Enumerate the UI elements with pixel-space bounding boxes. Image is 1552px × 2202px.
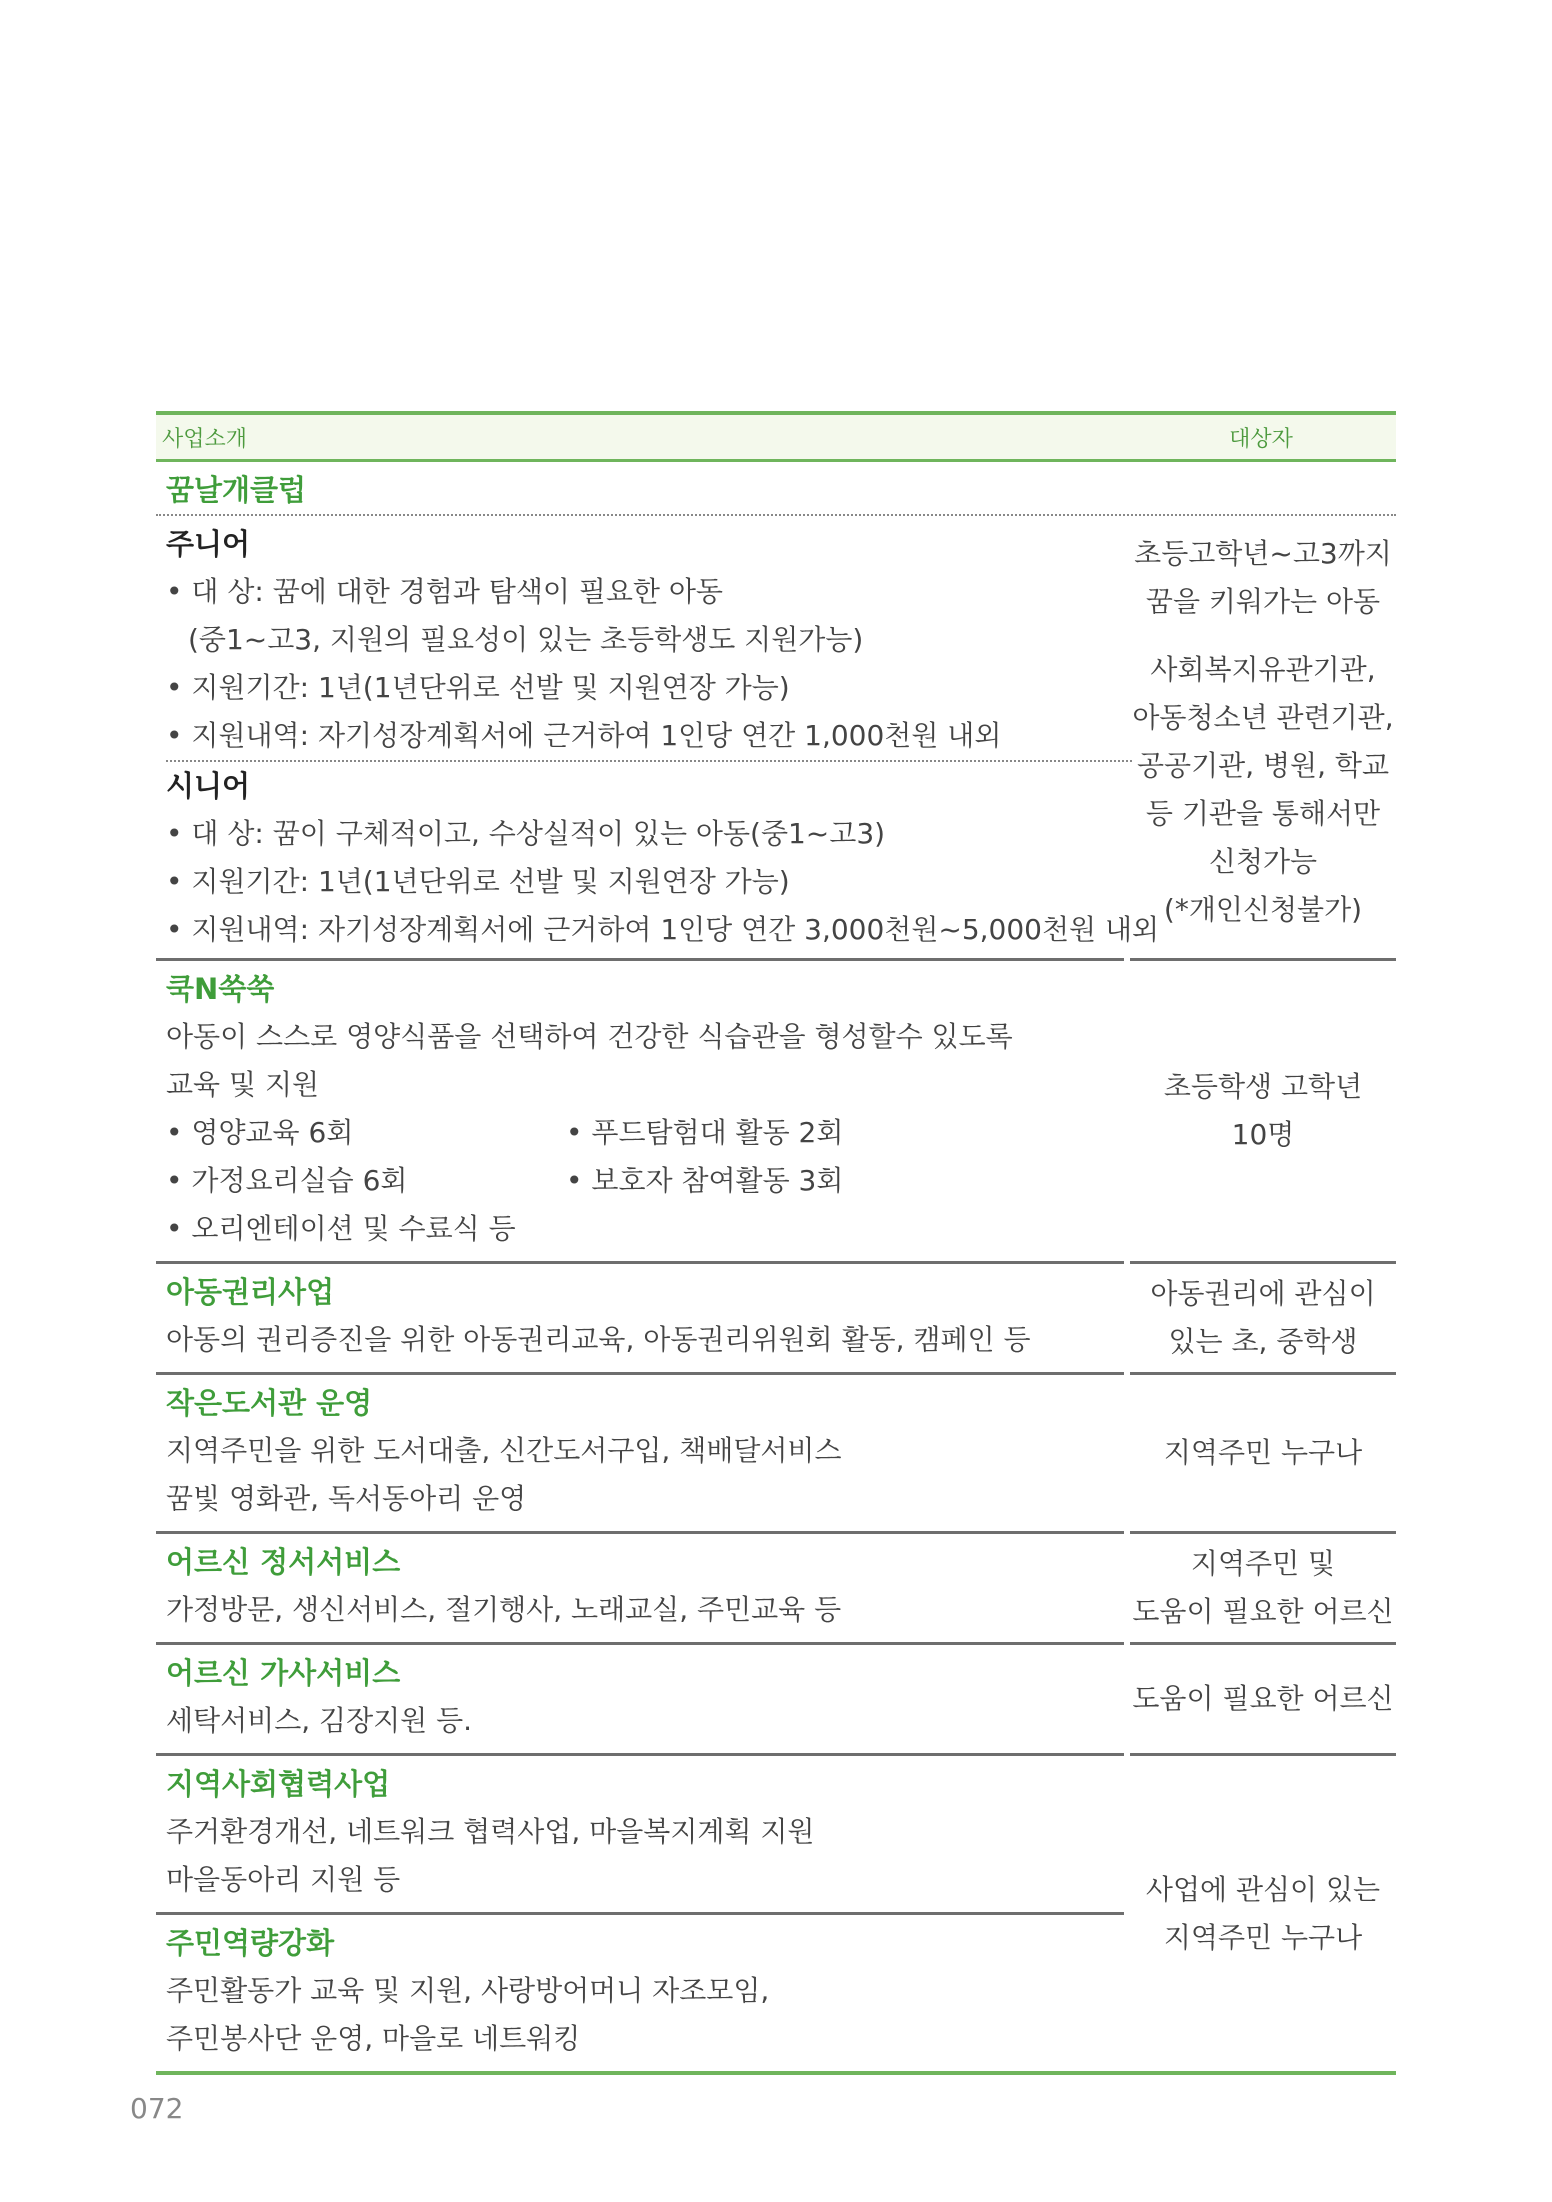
- community-line: 마을동아리 지원 등: [166, 1863, 401, 1896]
- target-text: 사회복지유관기관,: [1150, 653, 1376, 686]
- rights-row: [156, 1264, 1396, 1375]
- senior-line: • 지원내역: 자기성장계획서에 근거하여 1인당 연간 3,000천원~5,000천원 내외: [166, 913, 1160, 946]
- target-text: 지역주민 누구나: [1163, 1920, 1363, 1954]
- elder-emotion-desc: [156, 1534, 1124, 1645]
- cook-desc: [156, 961, 1124, 1264]
- community-target: [1130, 1756, 1396, 2071]
- cook-row: [156, 961, 1396, 1264]
- elder-house-target: [1130, 1645, 1396, 1756]
- cook-item: • 보호자 참여활동 3회: [566, 1164, 844, 1197]
- library-line: 꿈빛 영화관, 독서동아리 운영: [166, 1482, 527, 1515]
- senior-line: • 지원기간: 1년(1년단위로 선발 및 지원연장 가능): [166, 865, 790, 898]
- dreamclub-title-row: [156, 462, 1396, 516]
- elder-emotion-row: [156, 1534, 1396, 1645]
- senior-title: 시니어: [166, 769, 251, 803]
- library-row: [156, 1375, 1396, 1534]
- community-desc: [156, 1756, 1124, 1915]
- dreamclub-desc: [156, 516, 1160, 961]
- elder-house-line: 세탁서비스, 김장지원 등.: [166, 1704, 473, 1737]
- cook-item: • 가정요리실습 6회: [166, 1164, 408, 1197]
- junior-line: • 지원기간: 1년(1년단위로 선발 및 지원연장 가능): [166, 671, 790, 704]
- dreamclub-title: 꿈날개클럽: [166, 473, 307, 507]
- cook-line: 교육 및 지원: [166, 1068, 320, 1101]
- table-header: [156, 411, 1396, 462]
- target-text: 꿈을 키워가는 아동: [1145, 585, 1381, 618]
- cook-item: • 영양교육 6회: [166, 1116, 354, 1149]
- page-number: 072: [130, 2092, 184, 2125]
- residents-line: 주민활동가 교육 및 지원, 사랑방어머니 자조모임,: [166, 1974, 770, 2007]
- target-text: (*개인신청불가): [1163, 893, 1363, 926]
- target-text: 신청가능: [1208, 845, 1318, 878]
- community-row: [156, 1756, 1396, 2075]
- elder-house-desc: [156, 1645, 1124, 1756]
- elder-house-title: 어르신 가사서비스: [166, 1656, 401, 1690]
- target-text: 도움이 필요한 어르신: [1132, 1595, 1394, 1628]
- dreamclub-row: [156, 516, 1396, 961]
- cook-title: 쿡N쑥쑥: [166, 972, 275, 1006]
- elder-emotion-title: 어르신 정서서비스: [166, 1545, 401, 1579]
- library-title: 작은도서관 운영: [166, 1386, 373, 1420]
- community-line: 주거환경개선, 네트워크 협력사업, 마을복지계획 지원: [166, 1815, 815, 1848]
- residents-line: 주민봉사단 운영, 마을로 네트워킹: [166, 2022, 581, 2055]
- target-text: 10명: [1231, 1118, 1295, 1151]
- header-program-intro: 사업소개: [162, 426, 248, 452]
- cook-target: [1130, 961, 1396, 1264]
- header-target: 대상자: [1229, 426, 1293, 452]
- cook-item: • 푸드탐험대 활동 2회: [566, 1116, 844, 1149]
- target-text: 초등학생 고학년: [1163, 1070, 1363, 1103]
- library-desc: [156, 1375, 1124, 1534]
- junior-line: • 지원내역: 자기성장계획서에 근거하여 1인당 연간 1,000천원 내외: [166, 719, 1002, 752]
- target-text: 초등고학년~고3까지: [1134, 537, 1392, 570]
- elder-emotion-line: 가정방문, 생신서비스, 절기행사, 노래교실, 주민교육 등: [166, 1593, 842, 1626]
- senior-line: • 대 상: 꿈이 구체적이고, 수상실적이 있는 아동(중1~고3): [166, 817, 886, 850]
- target-text: 사업에 관심이 있는: [1145, 1872, 1381, 1906]
- program-table: [156, 411, 1396, 2075]
- library-line: 지역주민을 위한 도서대출, 신간도서구입, 책배달서비스: [166, 1434, 842, 1467]
- junior-title: 주니어: [166, 527, 251, 561]
- elder-house-row: [156, 1645, 1396, 1756]
- residents-title: 주민역량강화: [166, 1926, 335, 1960]
- target-text: 있는 초, 중학생: [1168, 1325, 1358, 1358]
- cook-item: • 오리엔테이션 및 수료식 등: [166, 1212, 516, 1245]
- residents-desc: [156, 1915, 1124, 2071]
- elder-emotion-target: [1130, 1534, 1396, 1645]
- rights-line: 아동의 권리증진을 위한 아동권리교육, 아동권리위원회 활동, 캠페인 등: [166, 1323, 1031, 1356]
- target-text: 도움이 필요한 어르신: [1132, 1682, 1394, 1715]
- junior-line: • 대 상: 꿈에 대한 경험과 탐색이 필요한 아동: [166, 575, 723, 608]
- library-target: [1130, 1375, 1396, 1534]
- rights-desc: [156, 1264, 1124, 1375]
- target-text: 공공기관, 병원, 학교: [1137, 749, 1389, 782]
- rights-title: 아동권리사업: [166, 1275, 335, 1309]
- junior-line: (중1~고3, 지원의 필요성이 있는 초등학생도 지원가능): [188, 623, 864, 656]
- cook-line: 아동이 스스로 영양식품을 선택하여 건강한 식습관을 형성할수 있도록: [166, 1020, 1013, 1053]
- dreamclub-target: [1130, 516, 1396, 961]
- community-title: 지역사회협력사업: [166, 1767, 391, 1801]
- target-text: 등 기관을 통해서만: [1145, 797, 1381, 830]
- target-text: 지역주민 및: [1190, 1547, 1336, 1580]
- target-text: 아동청소년 관련기관,: [1132, 701, 1394, 734]
- rights-target: [1130, 1264, 1396, 1375]
- target-text: 지역주민 누구나: [1163, 1436, 1363, 1469]
- target-text: 아동권리에 관심이: [1150, 1277, 1376, 1310]
